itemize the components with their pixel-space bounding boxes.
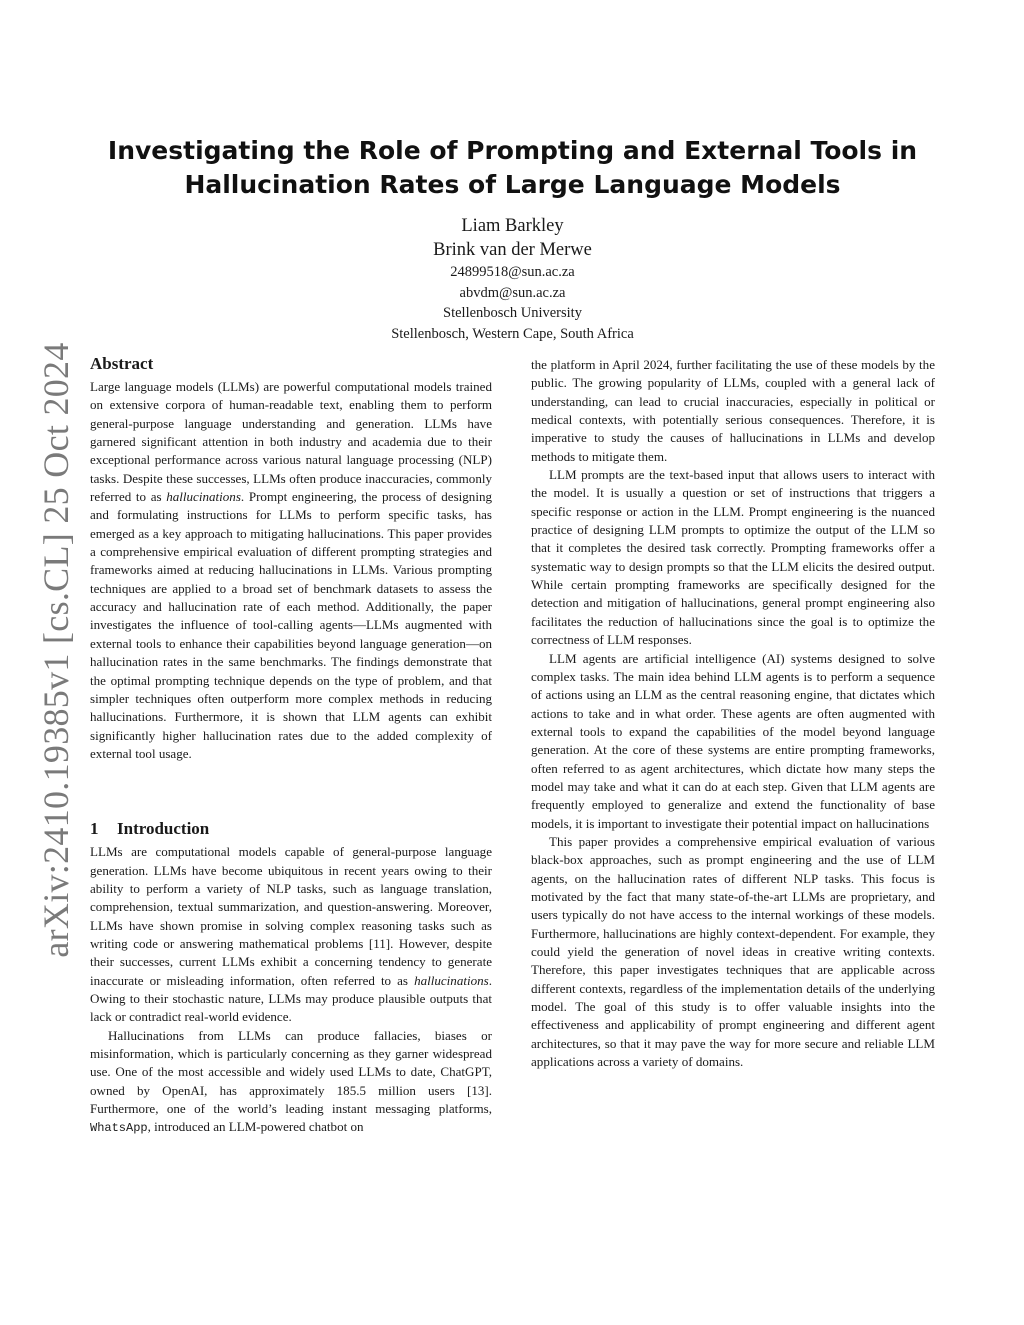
author-email: abvdm@sun.ac.za: [459, 284, 566, 301]
location: Stellenbosch, Western Cape, South Africa: [391, 325, 634, 342]
author-email: 24899518@sun.ac.za: [450, 264, 575, 280]
paragraph: LLM prompts are the text-based input that allows users to interact with the model. It is usually a question or set of instructions that triggers a specific response or action in the LLM. Prompt engineering is the nuanced practice of designing LLM prompts to optimize the output of the LLM so that it completes the desired task correctly. Prompting frameworks offer a systematic way to design prompts so that the LLM elicits the desired output. While certain prompting frameworks are specifically designed for the detection and mitigation of hallucinations, general prompt engineering also facilitates the reduction of hallucinations since the goal is to optimize the correctness of LLM responses.: [531, 467, 935, 648]
arxiv-identifier: arXiv:2410.19385v1 [cs.CL] 25 Oct 2024: [36, 342, 76, 958]
institution: Stellenbosch University: [443, 305, 582, 321]
abstract-heading: Abstract: [90, 354, 154, 373]
paragraph: Hallucinations from LLMs can produce fallacies, biases or misinformation, which is particularly concerning as they garner widespread use. One of the most accessible and widely used LLMs to date, ChatGPT, owned by OpenAI, has approximately 185.5 million users [13]. Furthermore, one of the world’s leading instant messaging platforms, WhatsApp, introduced an LLM-powered chatbot on: [90, 1027, 492, 1136]
right-column: [531, 356, 935, 1071]
author-name: Liam Barkley: [461, 216, 564, 236]
author-name: Brink van der Merwe: [433, 240, 592, 260]
author-block: [90, 214, 935, 344]
section-title: Introduction: [117, 819, 210, 839]
paragraph: the platform in April 2024, further facilitating the use of these models by the public. The growing popularity of LLMs, coupled with a general lack of understanding, can lead to crucial inaccuracies, especially in political or medical contexts, with potentially serious consequences. Therefore, it is imperative to study the causes of hallucinations in LLMs and develop methods to mitigate them.: [531, 357, 935, 464]
paragraph: This paper provides a comprehensive empirical evaluation of various black-box approaches, such as prompt engineering and the use of LLM agents, on the hallucination rates of different NLP tasks. This focus is motivated by the fact that many state-of-the-art LLMs are proprietary, and users typically do not have access to the internal workings of these models. Furthermore, hallucinations are highly context-dependent. For example, they could yield the generation of novel ideas in creative writing contexts. Therefore, this paper investigates techniques that are applicable across different contexts, regardless of the implementation details of the underlying model. The goal of this study is to offer valuable insights into the effectiveness and applicability of prompt engineering and different agent architectures, so that it may pave the way for more secure and reliable LLM applications across a variety of domains.: [531, 833, 935, 1070]
section-heading-introduction: [90, 817, 492, 841]
paragraph: LLM agents are artificial intelligence (AI) systems designed to solve complex tasks. The main idea behind LLM agents is to perform a sequence of actions using an LLM as the central reasoning engine, that dictates which actions to take and in what order. These agents are often augmented with external tools to expand the capabilities of the model beyond language generation. At the core of these systems are entire prompting frameworks, often referred to as agent architectures, which dictate how many steps the model may take and what it can do at each step. Given that LLM agents are frequently employed to generalize and extend the functionality of base models, it is important to investigate their potential impact on hallucinations: [531, 650, 935, 831]
abstract-text: Large language models (LLMs) are powerful computational models trained on extensive corpora of human-readable text, enabling them to perform general-purpose language understanding and generation. LLMs have garnered significant attention in both industry and academia due to their exceptional performance across various natural language processing (NLP) tasks. Despite these successes, LLMs often produce inaccuracies, commonly referred to as hallucinations. Prompt engineering, the process of designing and formulating instructions for LLMs to perform specific tasks, has emerged as a key approach to mitigating hallucinations. This paper provides a comprehensive empirical evaluation of different prompting strategies and frameworks aimed at reducing hallucinations in LLMs. Various prompting techniques are applied to a broad set of benchmark datasets to assess the accuracy and hallucination rate of each method. Additionally, the paper investigates the influence of tool-calling agents—LLMs augmented with external tools to enhance their capabilities beyond language generation—on hallucination rates in the same benchmarks. The findings demonstrate that the optimal prompting technique depends on the type of problem, and that simpler techniques often outperform more complex methods in reducing hallucinations. Furthermore, it is shown that LLM agents can exhibit significantly higher hallucination rates due to the added complexity of external tool usage.: [90, 379, 492, 761]
paragraph: LLMs are computational models capable of general-purpose language generation. LLMs have become ubiquitous in recent years owing to their ability to perform a variety of NLP tasks, such as language translation, comprehension, textual summarization, and question-answering. Moreover, LLMs have shown promise in solving complex reasoning tasks such as writing code or answering mathematical problems [11]. However, despite their successes, current LLMs exhibit a concerning tendency to generate inaccurate or misleading information, often referred to as hallucinations. Owing to their stochastic nature, LLMs may produce plausible outputs that lack or contradict real-world evidence.: [90, 844, 492, 1025]
section-number: 1: [90, 819, 99, 839]
left-column: [90, 352, 492, 1138]
paper-title: [90, 134, 935, 202]
title-line-2: Hallucination Rates of Large Language Models: [184, 170, 841, 199]
title-line-1: Investigating the Role of Prompting and External Tools in: [107, 136, 918, 165]
